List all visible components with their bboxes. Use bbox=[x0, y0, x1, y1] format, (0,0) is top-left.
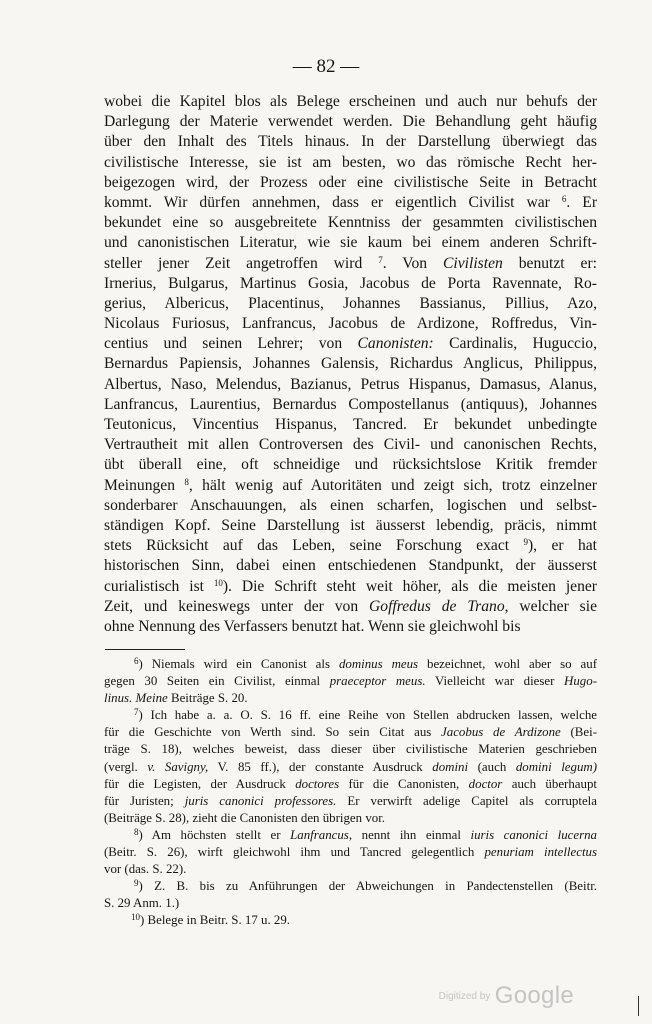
footnote-line bbox=[104, 724, 597, 741]
italic-term: dominus meus bbox=[338, 657, 419, 671]
body-line: civilistische Interesse, sie ist am besten, wo das römische Recht her- bbox=[104, 153, 597, 171]
footnote-line bbox=[104, 776, 597, 793]
footnote-text: (vergl. bbox=[104, 759, 138, 774]
italic-term: domini legum) bbox=[515, 759, 597, 774]
body-line: ständigen Kopf. Seine Darstellung ist äusserst lebendig, präcis, nimmt bbox=[104, 516, 597, 534]
body-text-run: ), er hat bbox=[527, 537, 597, 555]
body-line: Irnerius, Bulgarus, Martinus Gosia, Jacobus de Porta Ravennate, Ro- bbox=[104, 274, 597, 292]
italic-term: juris canonici professores. bbox=[184, 793, 337, 808]
body-line: Darlegung der Materie verwendet werden. Die Behandlung geht häufig bbox=[104, 113, 597, 131]
footnote-ref[interactable]: 9 bbox=[523, 537, 528, 548]
body-text-run: centius und seinen Lehrer; von bbox=[104, 335, 343, 353]
body-line: über den Inhalt des Titels hinaus. In der Darstellung überwiegt das bbox=[104, 133, 597, 151]
body-line: bekundet eine so ausgebreitete Kenntniss der gesammten civilistischen bbox=[104, 214, 597, 232]
italic-term: Hugo- bbox=[564, 674, 597, 689]
body-line bbox=[104, 577, 597, 597]
body-line: Nicolaus Furiosus, Lanfrancus, Jacobus de Ardizone, Roffredus, Vin- bbox=[104, 315, 597, 333]
italic-term: praeceptor meus. bbox=[329, 674, 426, 689]
italic-term: Canonisten: bbox=[357, 335, 434, 353]
scan-edge-mark bbox=[638, 996, 639, 1016]
body-text-run: Cardinalis, Huguccio, bbox=[449, 335, 598, 353]
italic-term: Goffredus de Trano bbox=[369, 597, 505, 615]
footnote-marker: 9 bbox=[134, 878, 139, 889]
footnote-text: für Juristen; bbox=[104, 793, 174, 808]
body-text-run: Meinungen bbox=[104, 476, 176, 494]
body-text-run: . Von bbox=[382, 254, 428, 272]
italic-term: doctor bbox=[468, 776, 503, 791]
digitized-by-google-watermark bbox=[439, 982, 574, 1010]
body-line bbox=[104, 193, 597, 213]
italic-term: Lanfrancus, bbox=[290, 827, 353, 842]
body-text-run: , welcher sie bbox=[504, 597, 597, 615]
body-line: Lanfrancus, Laurentius, Bernardus Compostellanus (antiquus), Johannes bbox=[104, 395, 597, 413]
footnote-line bbox=[104, 673, 597, 690]
body-line: und canonistischen Literatur, wie sie kaum bei einem anderen Schrift- bbox=[104, 234, 597, 252]
footnote-text: ) Belege in Beitr. S. 17 u. 29. bbox=[140, 913, 291, 928]
italic-term: doctores bbox=[295, 776, 340, 791]
body-line: Albertus, Naso, Melendus, Bazianus, Petrus Hispanus, Damasus, Alanus, bbox=[104, 375, 597, 393]
watermark-prefix: Digitized by bbox=[438, 991, 491, 1002]
body-text bbox=[104, 92, 597, 637]
footnote-text: für die Geschichte von Werth sind. So sein Citat aus bbox=[104, 725, 432, 740]
body-text-run: curialistisch ist bbox=[104, 577, 204, 595]
footnote-text: für die Legisten, der Ausdruck bbox=[104, 776, 286, 791]
body-line: sonderbarer Anschauungen, als einen scharfen, logischen und selbst- bbox=[104, 496, 597, 514]
italic-term: Jacobus de Ardizone bbox=[441, 725, 561, 740]
footnote-text: bezeichnet, wohl aber so auf bbox=[427, 657, 597, 671]
footnote-line bbox=[104, 690, 597, 707]
body-line: historischen Sinn, dabei einen entschiedenen Standpunkt, der äusserst bbox=[104, 557, 597, 575]
italic-term: v. Savigny, bbox=[147, 759, 209, 774]
page-number: — 82 — bbox=[292, 56, 360, 77]
body-line: Teutonicus, Vincentius Hispanus, Tancred. Er bekundet unbedingte bbox=[104, 416, 597, 433]
footnote-text: für die Canonisten, bbox=[348, 776, 460, 791]
footnote-marker: 6 bbox=[134, 656, 139, 666]
footnote-10 bbox=[104, 912, 597, 929]
footnote-text: (Bei- bbox=[570, 725, 598, 740]
footnote-text: ) Niemals wird ein Canonist als bbox=[138, 657, 330, 671]
body-line: wobei die Kapitel blos als Belege erscheinen und auch nur behufs der bbox=[104, 93, 597, 110]
body-text-run: stets Rücksicht auf das Leben, seine Forschung exact bbox=[104, 537, 510, 555]
italic-term: linus. bbox=[104, 691, 133, 706]
footnote-ref[interactable]: 8 bbox=[184, 476, 189, 487]
body-line: gerius, Albericus, Placentinus, Johannes Bassianus, Pillius, Azo, bbox=[104, 294, 597, 312]
footnote-ref[interactable]: 6 bbox=[561, 193, 567, 204]
body-line bbox=[104, 254, 597, 274]
body-text-run: kommt. Wir dürfen annehmen, dass er eigentlich Civilist war bbox=[104, 193, 550, 211]
footnote-marker: 10 bbox=[131, 912, 140, 923]
footnote-text: Beiträge S. 20. bbox=[170, 691, 248, 706]
body-text-run: . Er bbox=[566, 193, 598, 211]
footnote-text: Er verwirft adelige Capitel als corruptela bbox=[347, 793, 597, 808]
italic-term: iuris canonici lucerna bbox=[470, 827, 597, 842]
footnote-line bbox=[104, 844, 597, 861]
italic-term: domini bbox=[432, 759, 469, 774]
footnote-text: ) Z. B. bis zu Anführungen der Abweichungen in Pandectenstellen (Beitr. bbox=[138, 879, 597, 894]
footnote-ref[interactable]: 10 bbox=[213, 577, 223, 588]
body-line bbox=[104, 536, 597, 556]
footnote-9 bbox=[104, 878, 597, 895]
footnote-text: nennt ihn einmal bbox=[361, 827, 461, 842]
footnote-text: gegen 30 Seiten ein Civilist, einmal bbox=[104, 674, 321, 689]
body-text-run: , hält wenig auf Autoritäten und zeigt sich, trotz einzelner bbox=[188, 476, 597, 494]
body-text-run: benutzt er: bbox=[518, 254, 598, 272]
footnote-line: vor (das. S. 22). bbox=[104, 862, 187, 877]
footnotes bbox=[104, 656, 597, 930]
body-line: Bernardus Papiensis, Johannes Galensis, Richardus Anglicus, Philippus, bbox=[104, 355, 597, 373]
footnote-line bbox=[104, 793, 597, 810]
italic-term: penuriam intellectus bbox=[484, 845, 597, 860]
italic-term: Meine bbox=[135, 691, 168, 706]
footnote-marker: 7 bbox=[134, 707, 139, 718]
footnote-text: ) Ich habe a. a. O. S. 16 ff. eine Reihe von Stellen abdrucken lassen, welche bbox=[138, 708, 597, 723]
footnote-6 bbox=[104, 656, 597, 673]
body-line: ohne Nennung des Verfassers benutzt hat. Wenn sie gleichwohl bis bbox=[104, 617, 521, 635]
footnote-text: ) Am höchsten stellt er bbox=[138, 827, 281, 842]
body-line: übt überall eine, oft schneidige und rücksichtslose Kritik fremder bbox=[104, 456, 597, 474]
footnote-line: träge S. 18), welches beweist, dass dieser über civilistische Materien geschrieben bbox=[104, 742, 597, 757]
footnote-ref[interactable]: 7 bbox=[378, 254, 383, 265]
footnote-marker: 8 bbox=[134, 826, 139, 837]
body-text-run: steller jener Zeit angetroffen wird bbox=[104, 254, 363, 272]
footnote-line: (Beiträge S. 28), zieht die Canonisten den übrigen vor. bbox=[104, 810, 386, 825]
body-line bbox=[104, 334, 597, 354]
body-text-run: ). Die Schrift steht weit höher, als die meisten jener bbox=[222, 577, 597, 595]
body-text-run: Zeit, und keineswegs unter der von bbox=[104, 597, 359, 615]
footnote-text: (Beitr. S. 26), wirft gleichwohl ihm und Tancred gelegentlich bbox=[104, 845, 475, 860]
body-line: beigezogen wird, der Prozess oder eine civilistische Seite in Betracht bbox=[104, 173, 597, 191]
body-line bbox=[104, 597, 597, 617]
footnote-line bbox=[104, 759, 597, 776]
body-line bbox=[104, 476, 597, 496]
italic-term: Civilisten bbox=[443, 254, 503, 272]
body-line: Vertrautheit mit allen Controversen des Civil- und canonischen Rechts, bbox=[104, 436, 597, 454]
footnote-8 bbox=[104, 827, 597, 844]
footnote-text: V. 85 ff.), der constante Ausdruck bbox=[217, 759, 423, 774]
footnote-text: Vielleicht war dieser bbox=[435, 674, 555, 689]
google-logo: Google bbox=[494, 982, 574, 1009]
footnote-text: auch überhaupt bbox=[511, 776, 597, 791]
footnote-line: S. 29 Anm. 1.) bbox=[104, 896, 180, 911]
footnote-divider bbox=[105, 649, 185, 650]
footnote-7 bbox=[104, 707, 597, 724]
footnote-text: (auch bbox=[477, 759, 507, 774]
